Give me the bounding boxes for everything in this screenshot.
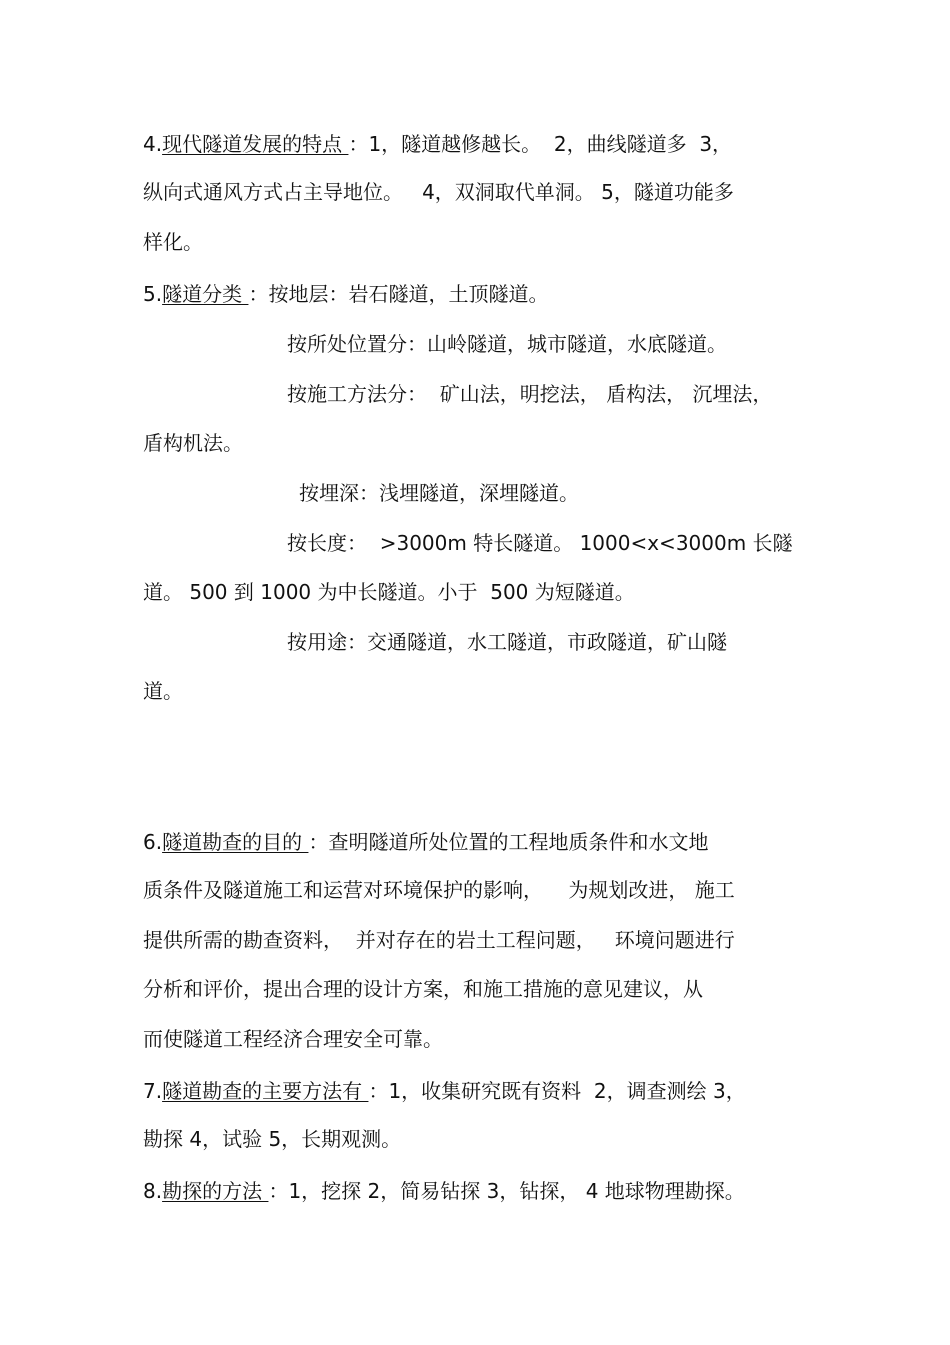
section-6-title: 隧道勘查的目的 (162, 830, 309, 854)
section-7-title: 隧道勘查的主要方法有 (162, 1079, 369, 1103)
section-6-number: 6. (143, 830, 163, 854)
section-5-by-depth: 按埋深：浅埋隧道，深埋隧道。 (299, 481, 579, 505)
section-5-by-use-cont: 道。 (143, 679, 183, 703)
section-6-line-5: 而使隧道工程经济合理安全可靠。 (143, 1027, 443, 1051)
section-6-line-3: 提供所需的勘查资料， 并对存在的岩土工程问题， 环境问题进行 (143, 928, 735, 952)
section-5-by-stratum: ：按地层：岩石隧道，土顶隧道。 (248, 282, 549, 306)
section-8-number: 8. (143, 1179, 163, 1203)
section-5-by-use: 按用途：交通隧道，水工隧道，市政隧道，矿山隧 (287, 630, 727, 654)
section-5-line-1 (143, 280, 548, 308)
section-4-line-1 (143, 130, 732, 158)
section-5-by-location: 按所处位置分：山岭隧道，城市隧道，水底隧道。 (287, 332, 727, 356)
section-6-line-4: 分析和评价，提出合理的设计方案，和施工措施的意见建议，从 (143, 977, 703, 1001)
section-6-text: ：查明隧道所处位置的工程地质条件和水文地 (308, 830, 709, 854)
section-8-title: 勘探的方法 (162, 1179, 269, 1203)
section-8-line-1 (143, 1177, 745, 1205)
section-7-number: 7. (143, 1079, 163, 1103)
section-5-by-method-cont: 盾构机法。 (143, 431, 243, 455)
section-4-text: ：1，隧道越修越长。 2，曲线隧道多 3， (348, 132, 733, 156)
section-5-by-length: 按长度： >3000m 特长隧道。 1000<x<3000m 长隧 (287, 531, 793, 555)
section-5-by-length-cont: 道。 500 到 1000 为中长隧道。小于 500 为短隧道。 (143, 580, 635, 604)
section-4-line-2: 纵向式通风方式占主导地位。 4，双洞取代单洞。 5，隧道功能多 (143, 180, 734, 204)
section-7-text: ：1，收集研究既有资料 2，调查测绘 3， (368, 1079, 746, 1103)
section-6-line-2: 质条件及隧道施工和运营对环境保护的影响， 为规划改进， 施工 (143, 878, 735, 902)
section-5-title: 隧道分类 (162, 282, 249, 306)
section-8-text: ：1，挖探 2，简易钻探 3，钻探， 4 地球物理勘探。 (268, 1179, 745, 1203)
section-4-line-3: 样化。 (143, 230, 203, 254)
section-5-number: 5. (143, 282, 163, 306)
section-7-line-1 (143, 1077, 746, 1105)
section-4-title: 现代隧道发展的特点 (162, 132, 349, 156)
section-5-by-method: 按施工方法分： 矿山法，明挖法， 盾构法， 沉埋法， (287, 382, 773, 406)
section-4-number: 4. (143, 132, 163, 156)
section-7-line-2: 勘探 4，试验 5，长期观测。 (143, 1127, 402, 1151)
section-6-line-1 (143, 828, 708, 856)
